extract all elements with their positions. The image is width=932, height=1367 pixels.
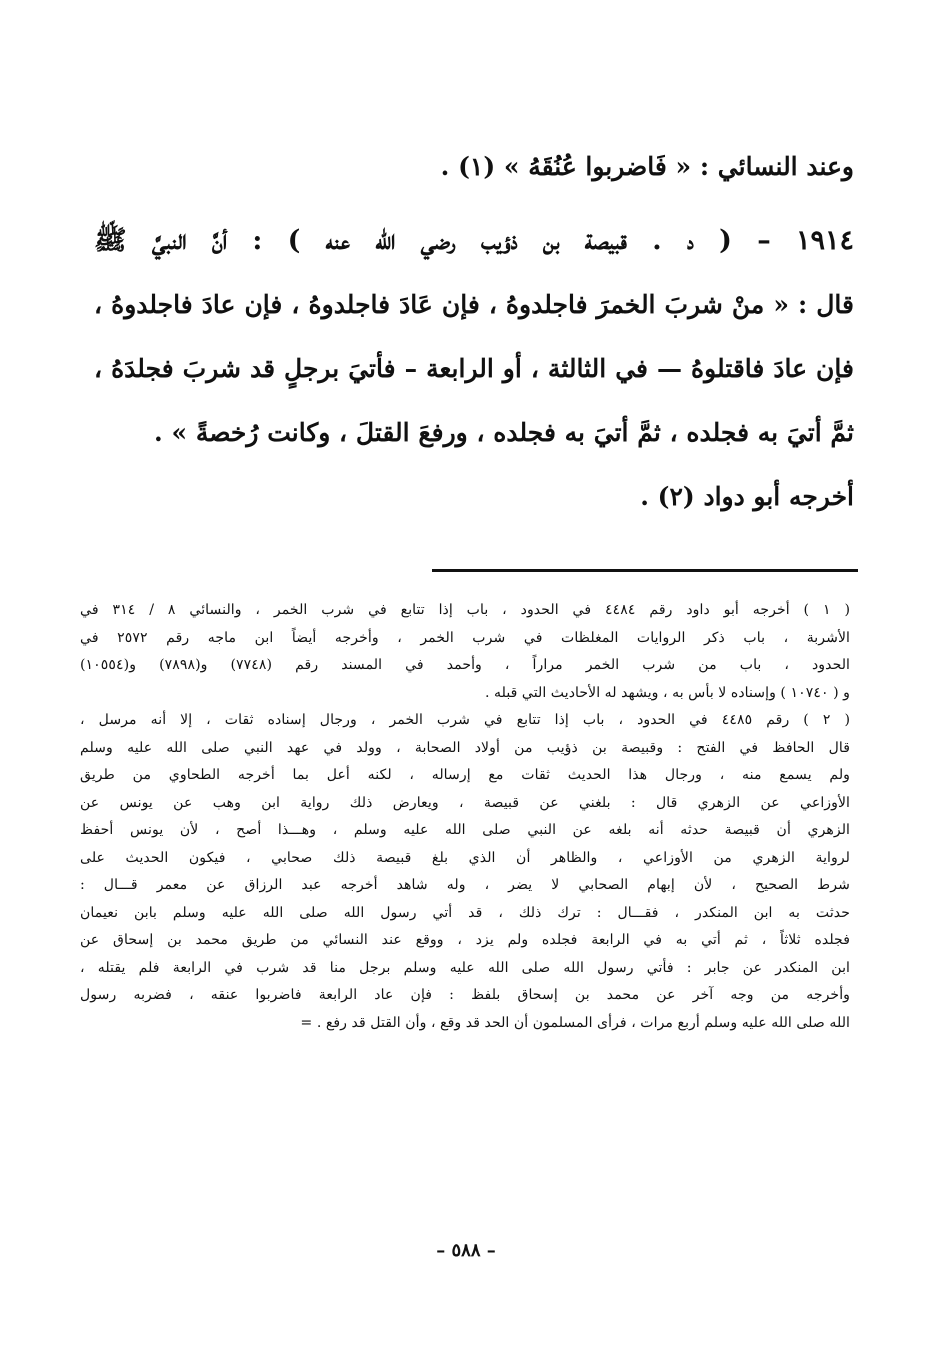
footnote-1-line-3: الحدود ، باب من شرب الخمر مراراً ، وأحمد في المسند رقم (٧٧٤٨) و(٧٨٩٨) و(١٠٥٥٤) — [80, 657, 850, 673]
footnote-2-line-7: شرط الصحيح ، لأن إبهام الصحابي لا يضر ، وله شاهد أخرجه عبد الرزاق عن معمر قـــال : — [80, 877, 850, 893]
footnote-2-line-1: ( ٢ ) رقم ٤٤٨٥ في الحدود ، باب إذا تتابع في شرب الخمر ، ورجال إسناده ثقات ، إلا أنه مرسل ، — [80, 712, 850, 728]
footnote-2-line-9: فجلده ثلاثاً ، ثم أتي به في الرابعة فجلده ولم يزد ، ووقع عند النسائي من طريق محمد بن إسحاق عن — [80, 932, 850, 948]
footnote-2-line-3: ولم يسمع منه ، ورجال هذا الحديث ثقات مع إرساله ، لكنه أعل بما أخرجه الطحاوي من طريق — [80, 767, 850, 783]
main-line-5: ثمَّ أتيَ به فجلده ، ثمَّ أتيَ به فجلده ، ورفعَ القتلَ ، وكانت رُخصةً » . — [154, 418, 854, 447]
footnote-1-line-2: الأشربة ، باب ذكر الروايات المغلظات في شرب الخمر ، وأخرجه أيضاً ابن ماجه رقم ٢٥٧٢ في — [80, 629, 850, 646]
hadith-heading-line: ١٩١٤ – ( د . قبيصة بن ذؤيب رضي الله عنه ) : أنَّ النبيَّ ﷺ — [94, 225, 854, 256]
footnote-2-line-12: الله صلى الله عليه وسلم أربع مرات ، فرأى المسلمون أن الحد قد وقع ، وأن القتل قد رفع . = — [300, 1014, 850, 1031]
footnote-divider — [432, 569, 858, 572]
footnote-1-line-1: ( ١ ) أخرجه أبو داود رقم ٤٤٨٤ في الحدود ، باب إذا تتابع في شرب الخمر ، والنسائي ٨ / ٣١٤ في — [80, 602, 850, 618]
footnote-2-line-4: الأوزاعي عن الزهري قال : بلغني عن قبيصة ، ويعارض ذلك رواية ابن وهب عن يونس عن — [80, 794, 850, 811]
main-line-3: قال : « منْ شربَ الخمرَ فاجلدوهُ ، فإن عَادَ فاجلدوهُ ، فإن عادَ فاجلدوهُ ، — [94, 290, 854, 319]
page-number: – ٥٨٨ – — [436, 1240, 496, 1261]
footnote-2-line-10: ابن المنكدر عن جابر : فأتي رسول الله صلى الله عليه وسلم برجل منا قد شرب في الرابعة فلم يقتله ، — [80, 959, 850, 976]
footnote-2-line-11: وأخرجه من وجه آخر عن محمد بن إسحاق بلفظ : فإن عاد الرابعة فاضربوا عنقه ، فضربه رسول — [80, 987, 850, 1003]
footnote-2-line-8: حدثت به ابن المنكدر ، فقـــال : ترك ذلك ، قد أتي رسول الله صلى الله عليه وسلم بابن نعيمان — [80, 904, 850, 921]
main-text-block — [94, 138, 854, 526]
footnotes-block — [80, 597, 850, 1037]
footnote-2-line-2: قال الحافظ في الفتح : وقبيصة بن ذؤيب من أولاد الصحابة ، وولد في عهد النبي صلى الله عليه وسلم — [80, 739, 850, 756]
footnote-2-line-6: لرواية الزهري من الأوزاعي ، والظاهر أن الذي بلغ قبيصة ذلك صحابي ، فيكون الحديث على — [80, 849, 850, 866]
main-line-1: وعند النسائي : « فَاضربوا عُنُقَهُ » (١) . — [440, 152, 854, 181]
main-line-4: فإن عادَ فاقتلوهُ — في الثالثة ، أو الرابعة – فأتيَ برجلٍ قد شربَ فجلدَهُ ، — [94, 354, 854, 383]
footnote-1-line-4: و ( ١٠٧٤٠ ) وإسناده لا بأس به ، ويشهد له الأحاديث التي قبله . — [485, 684, 850, 701]
main-line-6: أخرجه أبو دواد (٢) . — [640, 482, 854, 511]
footnote-2-line-5: الزهري أن قبيصة حدثه أنه بلغه عن النبي صلى الله عليه وسلم ، وهـــذا أصح ، لأن يونس أحفظ — [80, 822, 850, 838]
